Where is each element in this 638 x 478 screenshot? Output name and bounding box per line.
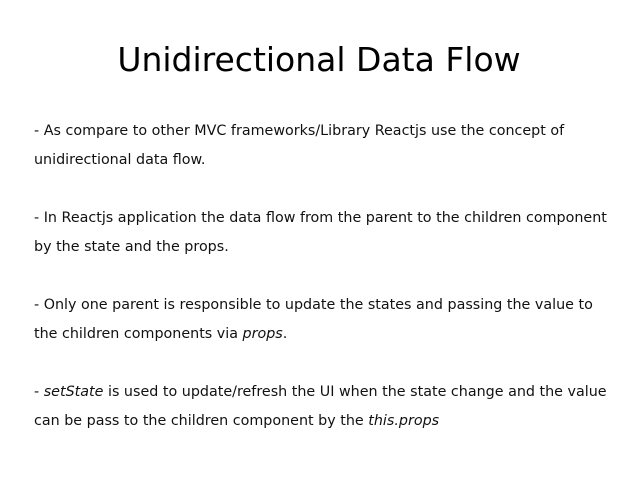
- setstate-emphasis: setState: [43, 384, 104, 400]
- paragraph-text: .: [282, 326, 288, 342]
- paragraph-text: - Only one parent is responsible to update the states and passing the value to the children components via: [34, 297, 593, 342]
- paragraph-text: -: [34, 384, 44, 400]
- bullet-paragraph-data-flow: - In Reactjs application the data flow from the parent to the children component by the state and the props.: [34, 210, 607, 255]
- props-emphasis: props: [242, 326, 283, 342]
- slide-body: [34, 117, 614, 436]
- paragraph-text: is used to update/refresh the UI when the state change and the value can be pass to the children component by the: [34, 384, 607, 429]
- this-props-emphasis: this.props: [368, 413, 440, 429]
- bullet-paragraph-mvc: - As compare to other MVC frameworks/Library Reactjs use the concept of unidirectional data flow.: [34, 123, 565, 168]
- slide-title: Unidirectional Data Flow: [117, 40, 521, 79]
- bullet-paragraph-setstate: [34, 378, 614, 436]
- bullet-paragraph-parent-state: [34, 291, 614, 349]
